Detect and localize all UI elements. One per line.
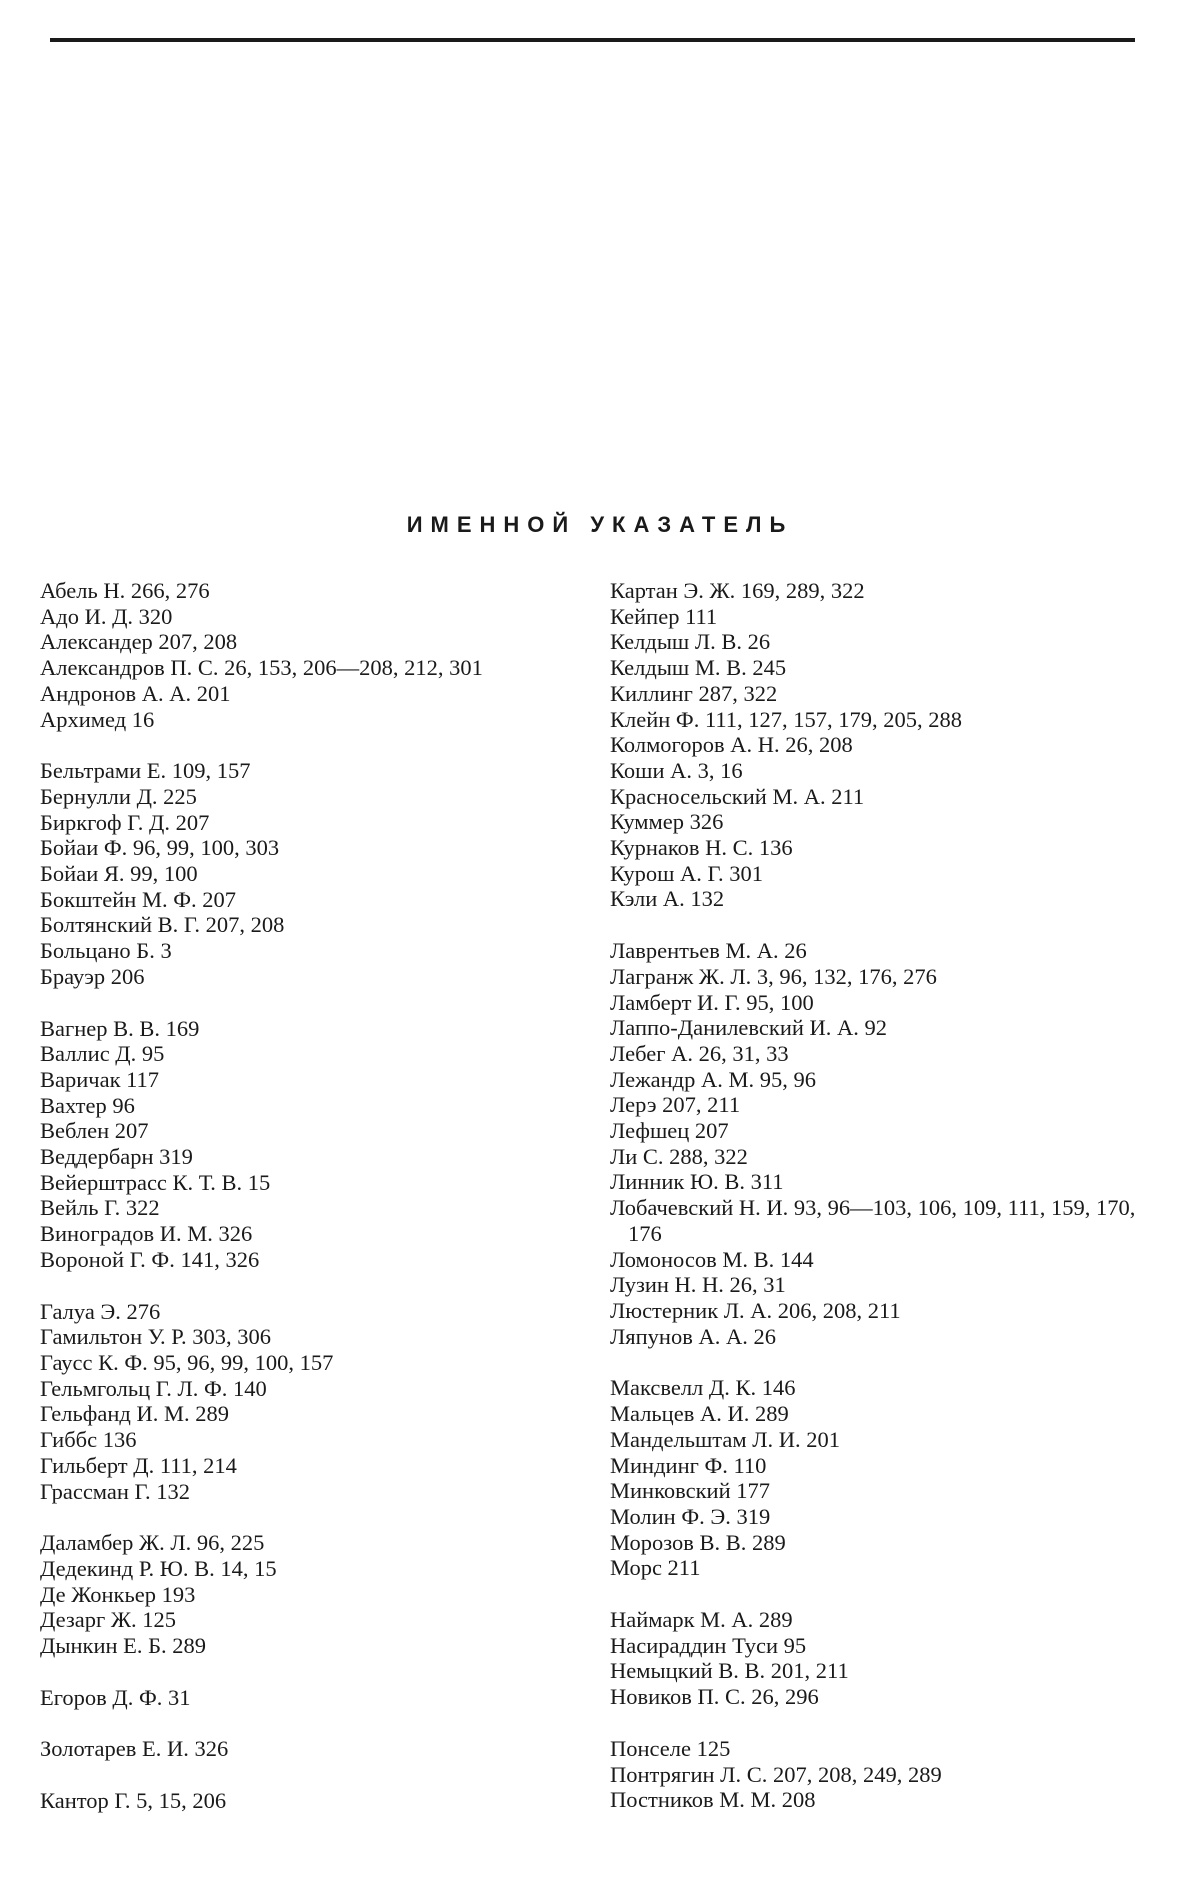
- index-entry: Морс 211: [610, 1555, 701, 1581]
- index-entry: Киллинг 287, 322: [610, 680, 778, 706]
- index-entry: Гильберт Д. 111, 214: [40, 1452, 237, 1478]
- index-entry: Келдыш Л. В. 26: [610, 629, 771, 655]
- index-entry: Минковский 177: [610, 1478, 770, 1504]
- index-entry: Келдыш М. В. 245: [610, 655, 787, 681]
- index-entry: Абель Н. 266, 276: [40, 578, 210, 603]
- index-entry: Насираддин Туси 95: [610, 1632, 807, 1658]
- index-entry: Бокштейн М. Ф. 207: [40, 886, 236, 912]
- index-group: [610, 1375, 1160, 1581]
- index-entry: Веддербарн 319: [40, 1144, 193, 1170]
- index-group: [610, 1736, 1160, 1813]
- index-group: [40, 1685, 580, 1711]
- index-entry: Ломоносов М. В. 144: [610, 1246, 814, 1272]
- index-entry: Лобачевский Н. И. 93, 96—103, 106, 109, 111, 159, 170, 176: [610, 1195, 1136, 1246]
- index-entry: Дезарг Ж. 125: [40, 1607, 177, 1633]
- index-entry: Де Жонкьер 193: [40, 1581, 196, 1607]
- top-rule: [50, 38, 1135, 42]
- index-group: [40, 578, 580, 732]
- index-entry: Курош А. Г. 301: [610, 860, 763, 886]
- index-group: [40, 1530, 580, 1659]
- index-entry: Александров П. С. 26, 153, 206—208, 212, 301: [40, 655, 483, 681]
- page-title: ИМЕННОЙ УКАЗАТЕЛЬ: [406, 512, 794, 537]
- index-group: [40, 1016, 580, 1273]
- index-entry: Кейпер 111: [610, 603, 718, 629]
- index-entry: Немыцкий В. В. 201, 211: [610, 1658, 849, 1684]
- index-entry: Гамильтон У. Р. 303, 306: [40, 1324, 272, 1350]
- index-entry: Болтянский В. Г. 207, 208: [40, 912, 285, 938]
- index-entry: Биркгоф Г. Д. 207: [40, 809, 210, 835]
- index-group: [610, 1607, 1160, 1710]
- index-entry: Варичак 117: [40, 1066, 160, 1092]
- index-entry: Лебег А. 26, 31, 33: [610, 1040, 789, 1066]
- index-entry: Лузин Н. Н. 26, 31: [610, 1272, 786, 1298]
- index-entry: Дедекинд Р. Ю. В. 14, 15: [40, 1555, 277, 1581]
- index-entry: Гельфанд И. М. 289: [40, 1401, 229, 1427]
- index-entry: Брауэр 206: [40, 963, 145, 989]
- index-entry: Бойаи Я. 99, 100: [40, 861, 198, 887]
- index-entry: Красносельский М. А. 211: [610, 783, 865, 809]
- index-entry: Люстерник Л. А. 206, 208, 211: [610, 1297, 901, 1323]
- index-entry: Куммер 326: [610, 809, 724, 835]
- index-entry: Мальцев А. И. 289: [610, 1401, 789, 1427]
- index-entry: Валлис Д. 95: [40, 1041, 165, 1067]
- index-entry: Постников М. М. 208: [610, 1787, 816, 1813]
- index-entry: Линник Ю. В. 311: [610, 1169, 784, 1195]
- index-group: [610, 938, 1160, 1349]
- index-entry: Лаврентьев М. А. 26: [610, 938, 807, 964]
- index-entry: Галуа Э. 276: [40, 1298, 161, 1324]
- index-entry: Лаппо-Данилевский И. А. 92: [610, 1015, 888, 1041]
- index-entry: Грассман Г. 132: [40, 1478, 191, 1504]
- index-entry: Бельтрами Е. 109, 157: [40, 758, 251, 784]
- index-entry: Даламбер Ж. Л. 96, 225: [40, 1530, 265, 1556]
- index-entry: Мандельштам Л. И. 201: [610, 1426, 840, 1452]
- index-entry: Лефшец 207: [610, 1118, 729, 1144]
- index-group: [40, 758, 580, 989]
- index-entry: Лежандр А. М. 95, 96: [610, 1066, 816, 1092]
- index-entry: Адо И. Д. 320: [40, 603, 173, 629]
- index-entry: Гаусс К. Ф. 95, 96, 99, 100, 157: [40, 1349, 334, 1375]
- index-entry: Вагнер В. В. 169: [40, 1015, 200, 1041]
- index-group: [40, 1299, 580, 1505]
- index-entry: Морозов В. В. 289: [610, 1529, 786, 1555]
- index-entry: Ли С. 288, 322: [610, 1143, 748, 1169]
- index-entry: Александер 207, 208: [40, 629, 238, 655]
- index-entry: Вейль Г. 322: [40, 1195, 160, 1221]
- index-entry: Больцано Б. 3: [40, 938, 172, 964]
- index-entry: Бернулли Д. 225: [40, 783, 197, 809]
- index-entry: Колмогоров А. Н. 26, 208: [610, 732, 853, 758]
- index-entry: Клейн Ф. 111, 127, 157, 179, 205, 288: [610, 706, 963, 732]
- index-entry: Понселе 125: [610, 1735, 731, 1761]
- index-entry: Виноградов И. М. 326: [40, 1221, 253, 1247]
- index-entry: Коши А. 3, 16: [610, 757, 743, 783]
- index-entry: Курнаков Н. С. 136: [610, 835, 793, 861]
- index-entry: Миндинг Ф. 110: [610, 1452, 767, 1478]
- index-entry: Вахтер 96: [40, 1092, 135, 1118]
- index-entry: Картан Э. Ж. 169, 289, 322: [610, 578, 865, 603]
- index-entry: Кэли А. 132: [610, 886, 725, 912]
- index-entry: Кантор Г. 5, 15, 206: [40, 1788, 227, 1814]
- index-entry: Понтрягин Л. С. 207, 208, 249, 289: [610, 1761, 942, 1787]
- index-entry: Бойаи Ф. 96, 99, 100, 303: [40, 835, 280, 861]
- index-column-right: [610, 578, 1160, 1839]
- index-entry: Молин Ф. Э. 319: [610, 1503, 771, 1529]
- index-entry: Максвелл Д. К. 146: [610, 1375, 796, 1401]
- index-entry: Гельмгольц Г. Л. Ф. 140: [40, 1375, 267, 1401]
- index-entry: Вороной Г. Ф. 141, 326: [40, 1246, 260, 1272]
- index-entry: Дынкин Е. Б. 289: [40, 1633, 207, 1659]
- index-entry: Лерэ 207, 211: [610, 1092, 741, 1118]
- index-entry: Новиков П. С. 26, 296: [610, 1684, 819, 1710]
- index-entry: Ляпунов А. А. 26: [610, 1323, 776, 1349]
- index-entry: Золотарев Е. И. 326: [40, 1736, 229, 1762]
- index-entry: Лагранж Ж. Л. 3, 96, 132, 176, 276: [610, 963, 937, 989]
- index-entry: Егоров Д. Ф. 31: [40, 1684, 191, 1710]
- index-group: [40, 1736, 580, 1762]
- index-entry: Вейерштрасс К. Т. В. 15: [40, 1169, 271, 1195]
- index-group: [610, 578, 1160, 912]
- index-entry: Гиббс 136: [40, 1427, 137, 1453]
- index-entry: Наймарк М. А. 289: [610, 1607, 793, 1633]
- index-entry: Ламберт И. Г. 95, 100: [610, 989, 814, 1015]
- index-entry: Архимед 16: [40, 706, 155, 732]
- index-entry: Веблен 207: [40, 1118, 149, 1144]
- index-column-left: [40, 578, 580, 1840]
- index-entry: Андронов А. А. 201: [40, 680, 231, 706]
- index-group: [40, 1788, 580, 1814]
